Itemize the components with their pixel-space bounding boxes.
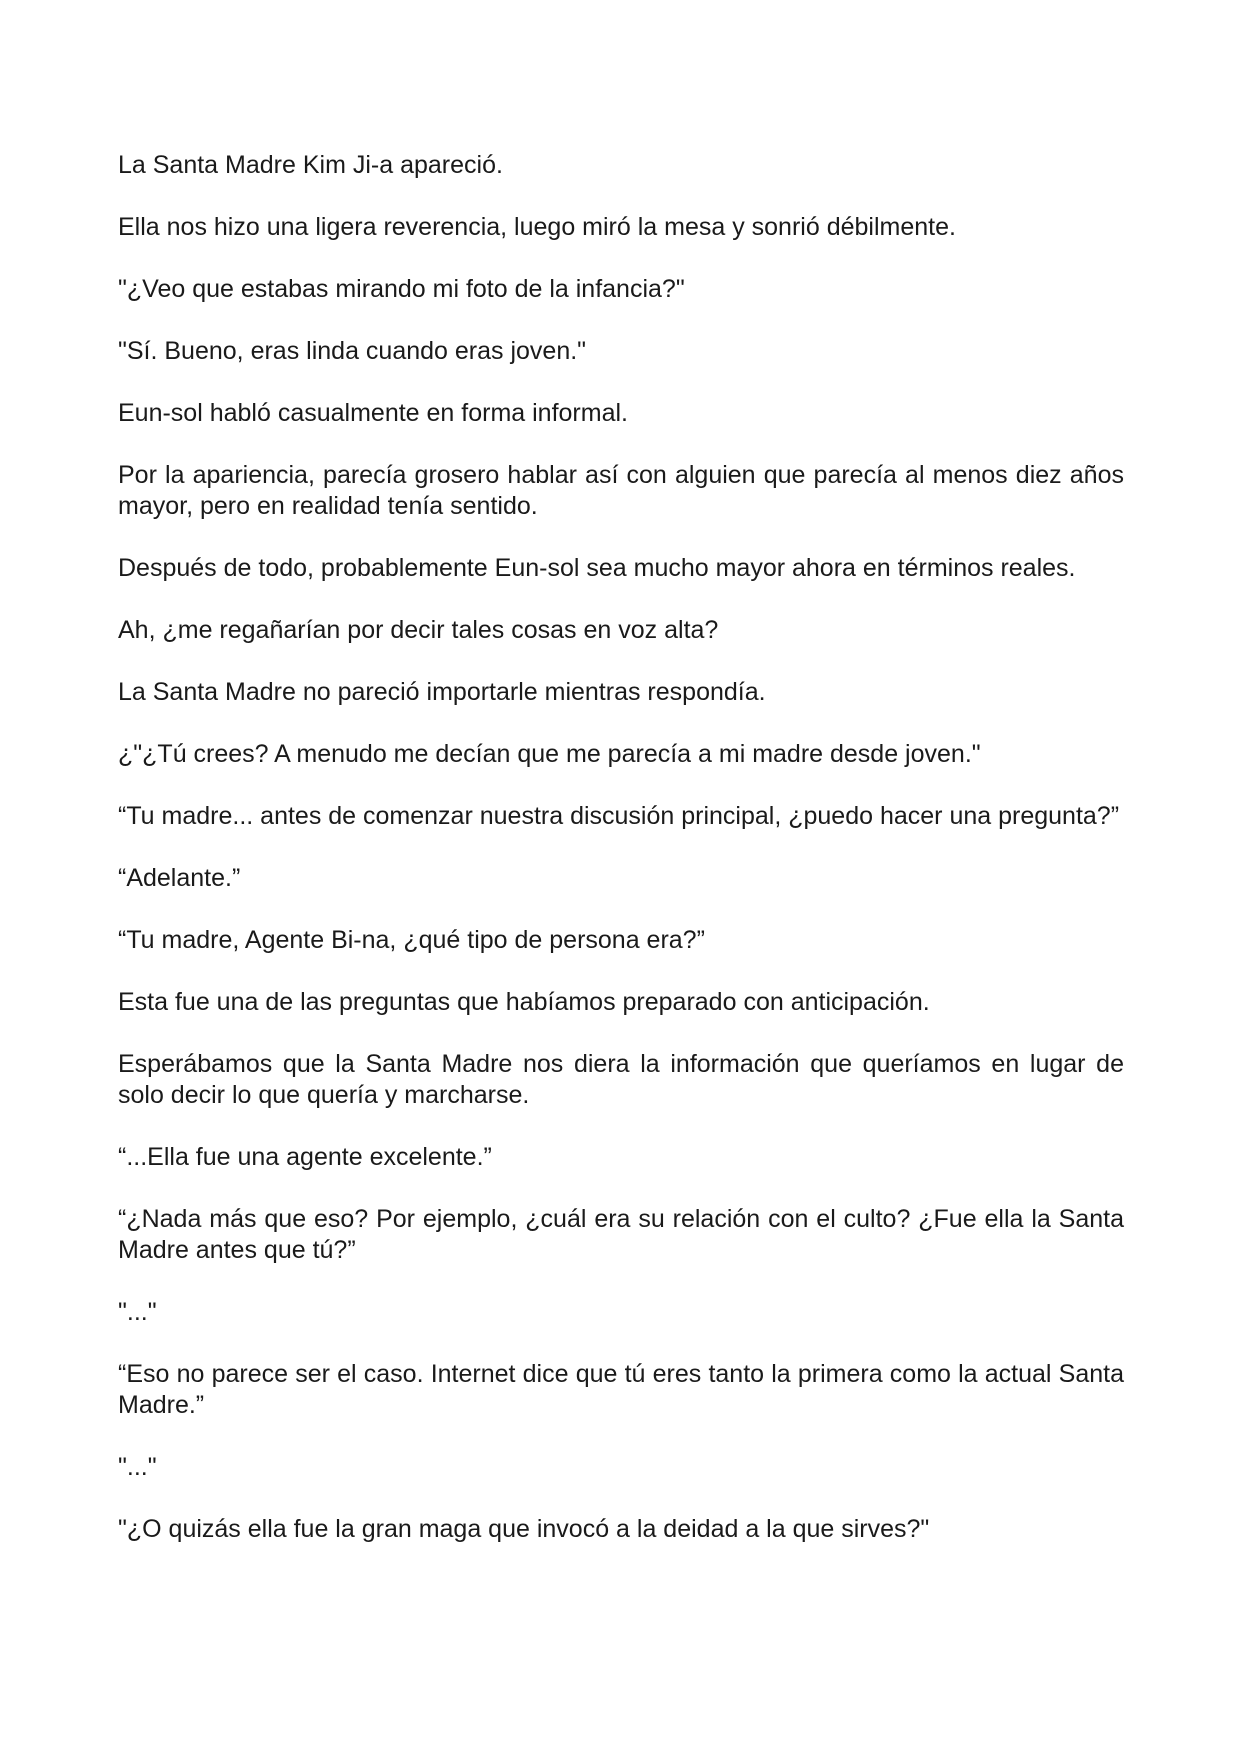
paragraph-9: La Santa Madre no pareció importarle mientras respondía.: [118, 678, 766, 706]
paragraph-15: Esperábamos que la Santa Madre nos diera la información que queríamos en lugar de solo decir lo que quería y marcharse.: [118, 1050, 1124, 1109]
paragraph-17: “¿Nada más que eso? Por ejemplo, ¿cuál era su relación con el culto? ¿Fue ella la Santa Madre antes que tú?”: [118, 1205, 1124, 1264]
paragraph-21: "¿O quizás ella fue la gran maga que invocó a la deidad a la que sirves?": [118, 1515, 930, 1543]
paragraph-2: Ella nos hizo una ligera reverencia, luego miró la mesa y sonrió débilmente.: [118, 213, 956, 241]
paragraph-19: “Eso no parece ser el caso. Internet dice que tú eres tanto la primera como la actual Santa Madre.”: [118, 1360, 1124, 1419]
paragraph-8: Ah, ¿me regañarían por decir tales cosas en voz alta?: [118, 616, 719, 644]
paragraph-18: "...": [118, 1298, 157, 1326]
page-body: [118, 150, 1124, 1576]
paragraph-16: “...Ella fue una agente excelente.”: [118, 1143, 492, 1171]
paragraph-14: Esta fue una de las preguntas que habíamos preparado con anticipación.: [118, 988, 930, 1016]
paragraph-3: "¿Veo que estabas mirando mi foto de la infancia?": [118, 275, 685, 303]
paragraph-4: "Sí. Bueno, eras linda cuando eras joven.": [118, 337, 587, 365]
paragraph-12: “Adelante.”: [118, 864, 241, 892]
paragraph-13: “Tu madre, Agente Bi-na, ¿qué tipo de persona era?”: [118, 926, 705, 954]
paragraph-10: ¿"¿Tú crees? A menudo me decían que me parecía a mi madre desde joven.": [118, 740, 981, 768]
paragraph-11: “Tu madre... antes de comenzar nuestra discusión principal, ¿puedo hacer una pregunta?”: [118, 802, 1120, 830]
paragraph-20: "...": [118, 1453, 157, 1481]
paragraph-5: Eun-sol habló casualmente en forma informal.: [118, 399, 628, 427]
paragraph-6: Por la apariencia, parecía grosero hablar así con alguien que parecía al menos diez años mayor, pero en realidad tenía sentido.: [118, 461, 1124, 520]
paragraph-7: Después de todo, probablemente Eun-sol sea mucho mayor ahora en términos reales.: [118, 554, 1076, 582]
paragraph-1: La Santa Madre Kim Ji-a apareció.: [118, 151, 503, 179]
